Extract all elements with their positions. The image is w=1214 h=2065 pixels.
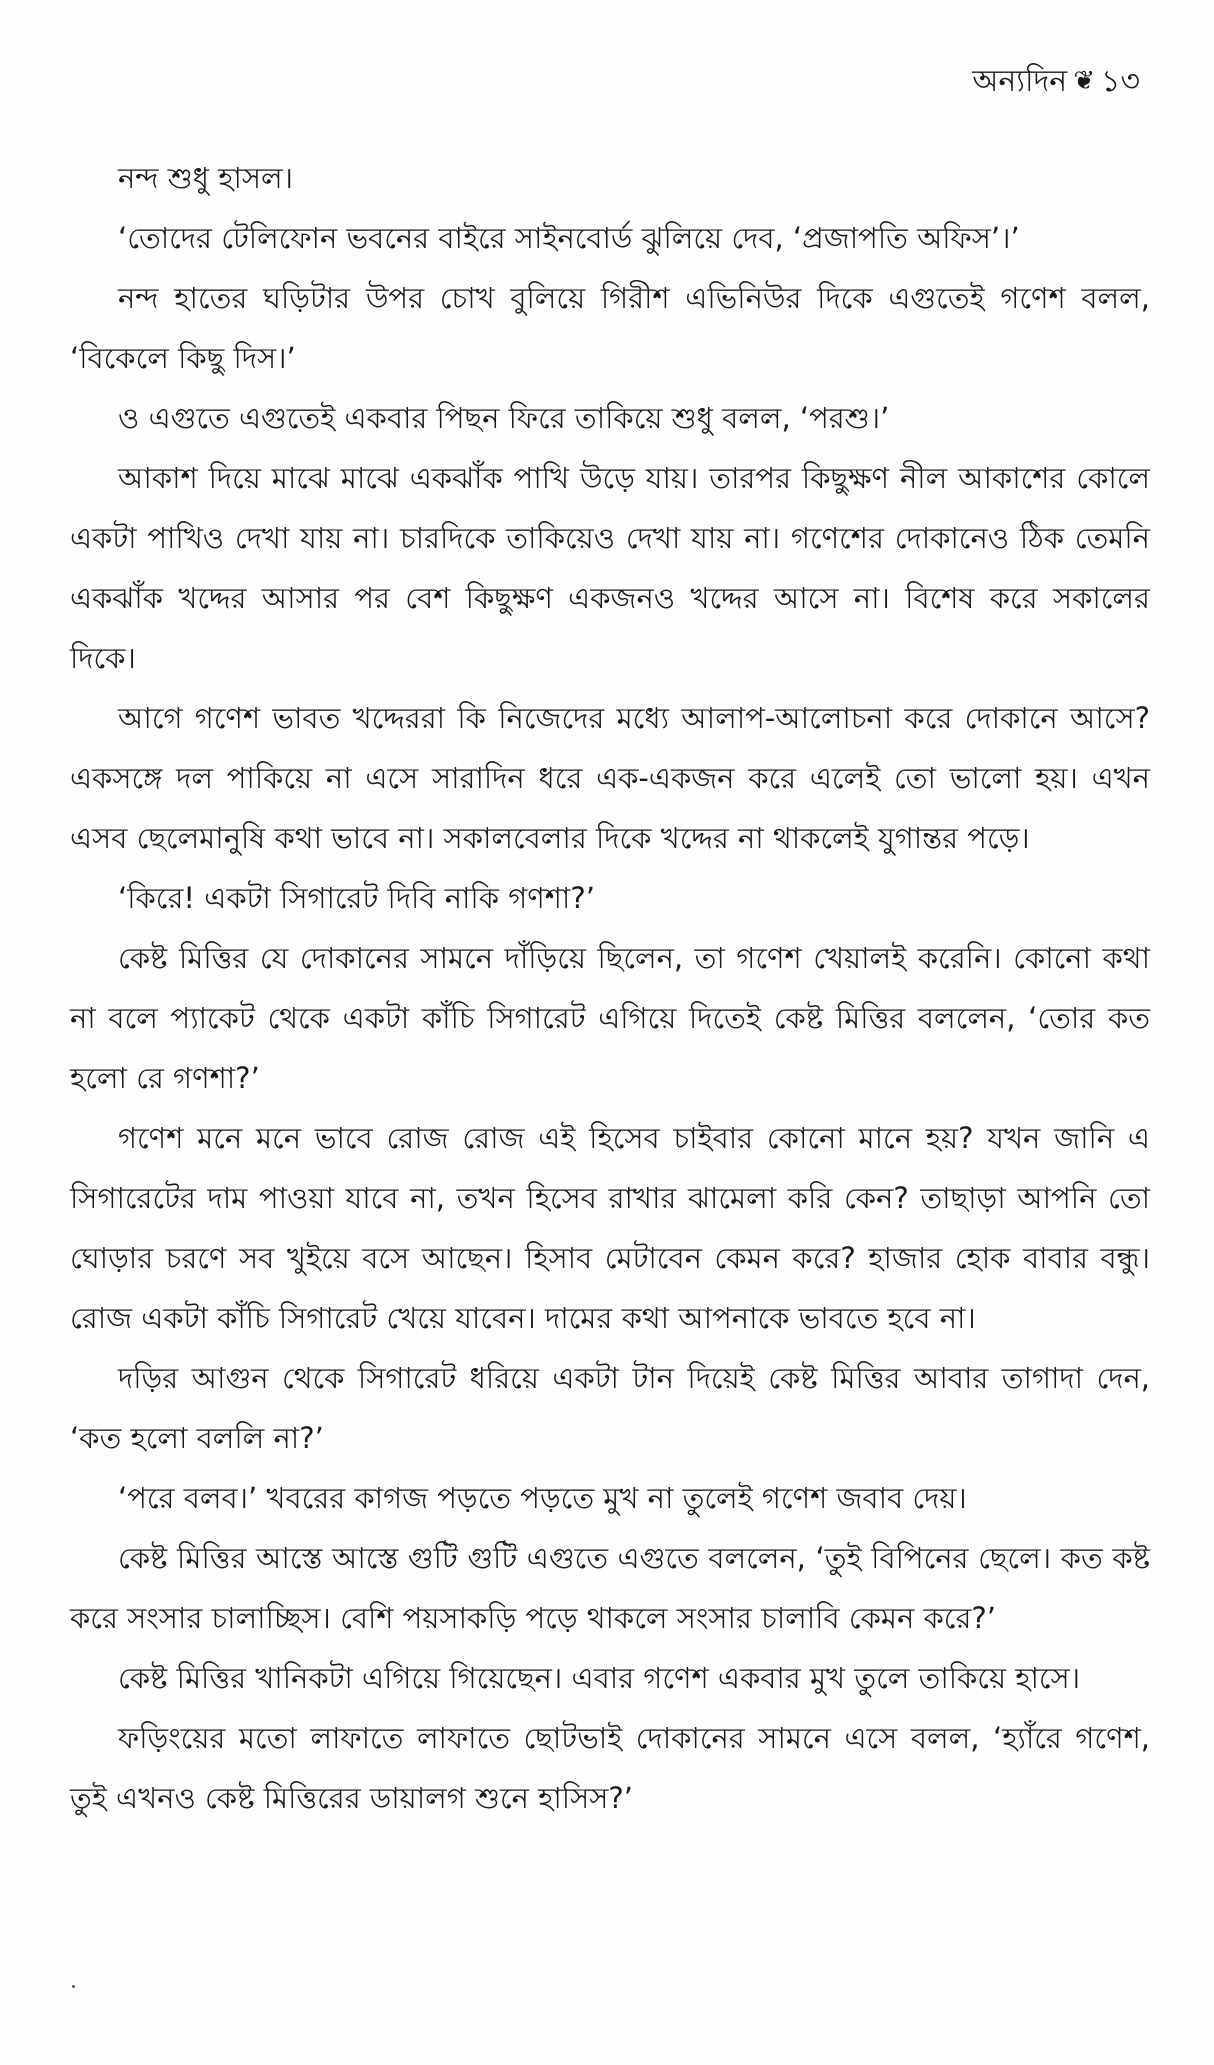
running-header bbox=[972, 62, 1140, 102]
paragraph: ফড়িংয়ের মতো লাফাতে লাফাতে ছোটভাই দোকানের সামনে এসে বলল, ‘হ্যাঁরে গণেশ, তুই এখনও কেষ্ট মিত্তিরের ডায়ালগ শুনে হাসিস?’ bbox=[70, 1721, 1150, 1815]
paragraph: নন্দ শুধু হাসল। bbox=[118, 161, 294, 195]
paragraph: ‘তোদের টেলিফোন ভবনের বাইরে সাইনবোর্ড ঝুলিয়ে দেব, ‘প্রজাপতি অফিস’।’ bbox=[118, 221, 1020, 255]
leaf-ornament-icon: ❦ bbox=[1073, 66, 1096, 96]
header-title: অন্যদিন bbox=[972, 64, 1068, 99]
paragraph: ও এগুতে এগুতেই একবার পিছন ফিরে তাকিয়ে শুধু বলল, ‘পরশু।’ bbox=[118, 401, 890, 435]
body-text bbox=[70, 148, 1150, 1828]
scan-speck bbox=[72, 1985, 75, 1988]
paragraph: ‘পরে বলব।’ খবরের কাগজ পড়তে পড়তে মুখ না তুলেই গণেশ জবাব দেয়। bbox=[118, 1481, 967, 1515]
page-number: ১৩ bbox=[1101, 64, 1140, 99]
paragraph: আগে গণেশ ভাবত খদ্দেররা কি নিজেদের মধ্যে আলাপ-আলোচনা করে দোকানে আসে? একসঙ্গে দল পাকিয়ে না এসে সারাদিন ধরে এক-একজন করে এলেই তো ভালো হয়। এখন এসব ছেলেমানুষি কথা ভাবে না। সকালবেলার দিকে খদ্দের না থাকলেই যুগান্তর পড়ে। bbox=[70, 701, 1150, 855]
paragraph: আকাশ দিয়ে মাঝে মাঝে একঝাঁক পাখি উড়ে যায়। তারপর কিছুক্ষণ নীল আকাশের কোলে একটা পাখিও দেখা যায় না। চারদিকে তাকিয়েও দেখা যায় না। গণেশের দোকানেও ঠিক তেমনি একঝাঁক খদ্দের আসার পর বেশ কিছুক্ষণ একজনও খদ্দের আসে না। বিশেষ করে সকালের দিকে। bbox=[70, 461, 1150, 675]
paragraph: গণেশ মনে মনে ভাবে রোজ রোজ এই হিসেব চাইবার কোনো মানে হয়? যখন জানি এ সিগারেটের দাম পাওয়া যাবে না, তখন হিসেব রাখার ঝামেলা করি কেন? তাছাড়া আপনি তো ঘোড়ার চরণে সব খুইয়ে বসে আছেন। হিসাব মেটাবেন কেমন করে? হাজার হোক বাবার বন্ধু। রোজ একটা কাঁচি সিগারেট খেয়ে যাবেন। দামের কথা আপনাকে ভাবতে হবে না। bbox=[70, 1121, 1150, 1335]
paragraph: দড়ির আগুন থেকে সিগারেট ধরিয়ে একটা টান দিয়েই কেষ্ট মিত্তির আবার তাগাদা দেন, ‘কত হলো বললি না?’ bbox=[70, 1361, 1150, 1455]
paragraph: কেষ্ট মিত্তির খানিকটা এগিয়ে গিয়েছেন। এবার গণেশ একবার মুখ তুলে তাকিয়ে হাসে। bbox=[118, 1661, 1081, 1695]
paragraph: ‘কিরে! একটা সিগারেট দিবি নাকি গণশা?’ bbox=[118, 881, 595, 915]
paragraph: নন্দ হাতের ঘড়িটার উপর চোখ বুলিয়ে গিরীশ এভিনিউর দিকে এগুতেই গণেশ বলল, ‘বিকেলে কিছু দিস।’ bbox=[70, 281, 1150, 375]
paragraph: কেষ্ট মিত্তির আস্তে আস্তে গুটি গুটি এগুতে এগুতে বললেন, ‘তুই বিপিনের ছেলে। কত কষ্ট করে সংসার চালাচ্ছিস। বেশি পয়সাকড়ি পড়ে থাকলে সংসার চালাবি কেমন করে?’ bbox=[70, 1541, 1150, 1635]
paragraph: কেষ্ট মিত্তির যে দোকানের সামনে দাঁড়িয়ে ছিলেন, তা গণেশ খেয়ালই করেনি। কোনো কথা না বলে প্যাকেট থেকে একটা কাঁচি সিগারেট এগিয়ে দিতেই কেষ্ট মিত্তির বললেন, ‘তোর কত হলো রে গণশা?’ bbox=[70, 941, 1150, 1095]
